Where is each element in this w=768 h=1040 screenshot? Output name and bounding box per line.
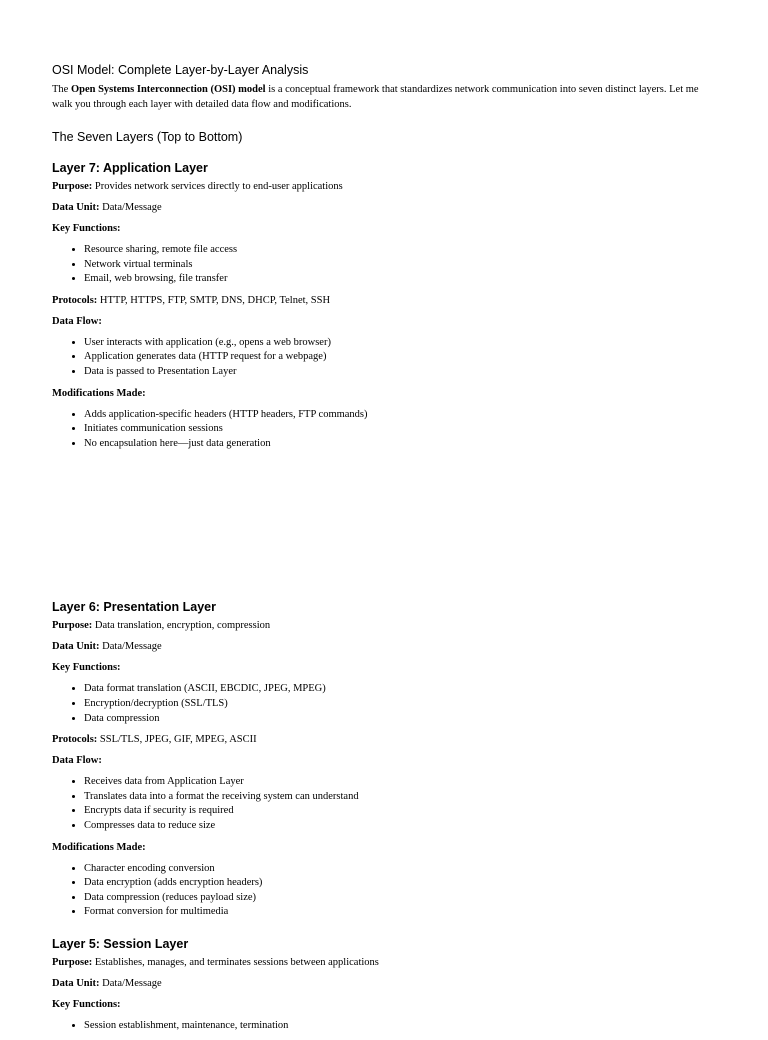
data-unit-label: Data Unit: [52, 202, 100, 213]
list-item: • Format conversion for multimedia [84, 905, 716, 920]
protocols-value: SSL/TLS, JPEG, GIF, MPEG, ASCII [99, 734, 257, 746]
data-unit-field [52, 640, 716, 654]
list-item: • Encrypts data if security is required [84, 804, 716, 819]
list-item: • User interacts with application (e.g., opens a web browser) [84, 336, 716, 351]
layer-5-section [52, 936, 716, 1034]
section-title: The Seven Layers (Top to Bottom) [52, 130, 243, 144]
list-item: • No encapsulation here—just data generation [84, 437, 716, 452]
list-item: • Translates data into a format the receiving system can understand [84, 790, 716, 805]
data-flow-heading [52, 315, 716, 329]
key-functions-heading [52, 998, 716, 1012]
layer-title: Layer 7: Application Layer [52, 161, 208, 175]
data-flow-label: Data Flow: [52, 315, 102, 327]
key-functions-label: Key Functions: [52, 223, 121, 234]
list-item: • Data compression [84, 712, 716, 727]
protocols-label: Protocols: [52, 734, 98, 746]
intro-paragraph [52, 83, 716, 112]
list-item: • Compresses data to reduce size [84, 819, 716, 834]
modifications-heading [52, 841, 716, 855]
list-item: • Initiates communication sessions [84, 422, 716, 437]
data-unit-value: Data/Message [102, 641, 162, 653]
intro-prefix: The [52, 84, 71, 95]
purpose-label: Purpose: [52, 956, 93, 968]
modifications-label: Modifications Made: [52, 841, 146, 853]
key-functions-heading [52, 222, 716, 236]
data-flow-label: Data Flow: [52, 755, 102, 767]
key-functions-list [52, 682, 716, 726]
protocols-value: HTTP, HTTPS, FTP, SMTP, DNS, DHCP, Telnet, SSH [99, 294, 331, 306]
list-item: • Receives data from Application Layer [84, 775, 716, 790]
data-unit-field [52, 977, 716, 991]
key-functions-list [52, 1019, 716, 1034]
purpose-value: Data translation, encryption, compression [94, 620, 271, 632]
data-flow-list [52, 336, 716, 380]
list-item: • Application generates data (HTTP request for a webpage) [84, 350, 716, 365]
page-spacer [52, 458, 716, 599]
layer-7-section [52, 160, 716, 451]
modifications-list [52, 408, 716, 452]
layer-title: Layer 5: Session Layer [52, 936, 189, 951]
document-title: OSI Model: Complete Layer-by-Layer Analysis [52, 63, 309, 77]
list-item: • Network virtual terminals [84, 258, 716, 273]
list-item: • Email, web browsing, file transfer [84, 272, 716, 287]
purpose-field [52, 956, 716, 970]
list-item: • Data encryption (adds encryption headers) [84, 876, 716, 891]
key-functions-label: Key Functions: [52, 662, 121, 674]
list-item: • Data format translation (ASCII, EBCDIC, JPEG, MPEG) [84, 682, 716, 697]
list-item: • Character encoding conversion [84, 862, 716, 877]
list-item: • Session establishment, maintenance, termination [84, 1019, 716, 1034]
purpose-value: Establishes, manages, and terminates sessions between applications [94, 956, 379, 968]
data-unit-value: Data/Message [102, 977, 162, 989]
data-unit-value: Data/Message [102, 202, 162, 213]
data-flow-heading [52, 754, 716, 768]
data-unit-label: Data Unit: [52, 641, 100, 653]
list-item: • Adds application-specific headers (HTTP headers, FTP commands) [84, 408, 716, 423]
modifications-heading [52, 387, 716, 401]
intro-suffix: is a conceptual framework that standardizes network communication into seven distinct layers. Let me walk you through each layer with detailed data flow and modifications. [52, 84, 699, 110]
list-item: • Encryption/decryption (SSL/TLS) [84, 697, 716, 712]
section-spacer [52, 927, 716, 936]
purpose-field [52, 619, 716, 633]
key-functions-label: Key Functions: [52, 998, 121, 1010]
intro-bold-term: Open Systems Interconnection (OSI) model [70, 84, 266, 95]
key-functions-heading [52, 661, 716, 675]
purpose-field [52, 180, 716, 194]
protocols-field [52, 294, 716, 308]
layer-title: Layer 6: Presentation Layer [52, 600, 216, 615]
list-item: • Data compression (reduces payload size) [84, 891, 716, 906]
purpose-value: Provides network services directly to end-user applications [94, 181, 343, 192]
modifications-list [52, 862, 716, 920]
protocols-field [52, 733, 716, 747]
key-functions-list [52, 243, 716, 287]
data-unit-label: Data Unit: [52, 977, 100, 989]
modifications-label: Modifications Made: [52, 387, 146, 399]
list-item: • Resource sharing, remote file access [84, 243, 716, 258]
data-unit-field [52, 201, 716, 215]
document-page [52, 62, 716, 1040]
data-flow-list [52, 775, 716, 833]
purpose-label: Purpose: [52, 181, 93, 192]
list-item: • Data is passed to Presentation Layer [84, 365, 716, 380]
protocols-label: Protocols: [52, 294, 98, 306]
purpose-label: Purpose: [52, 620, 93, 632]
layer-6-section [52, 599, 716, 920]
